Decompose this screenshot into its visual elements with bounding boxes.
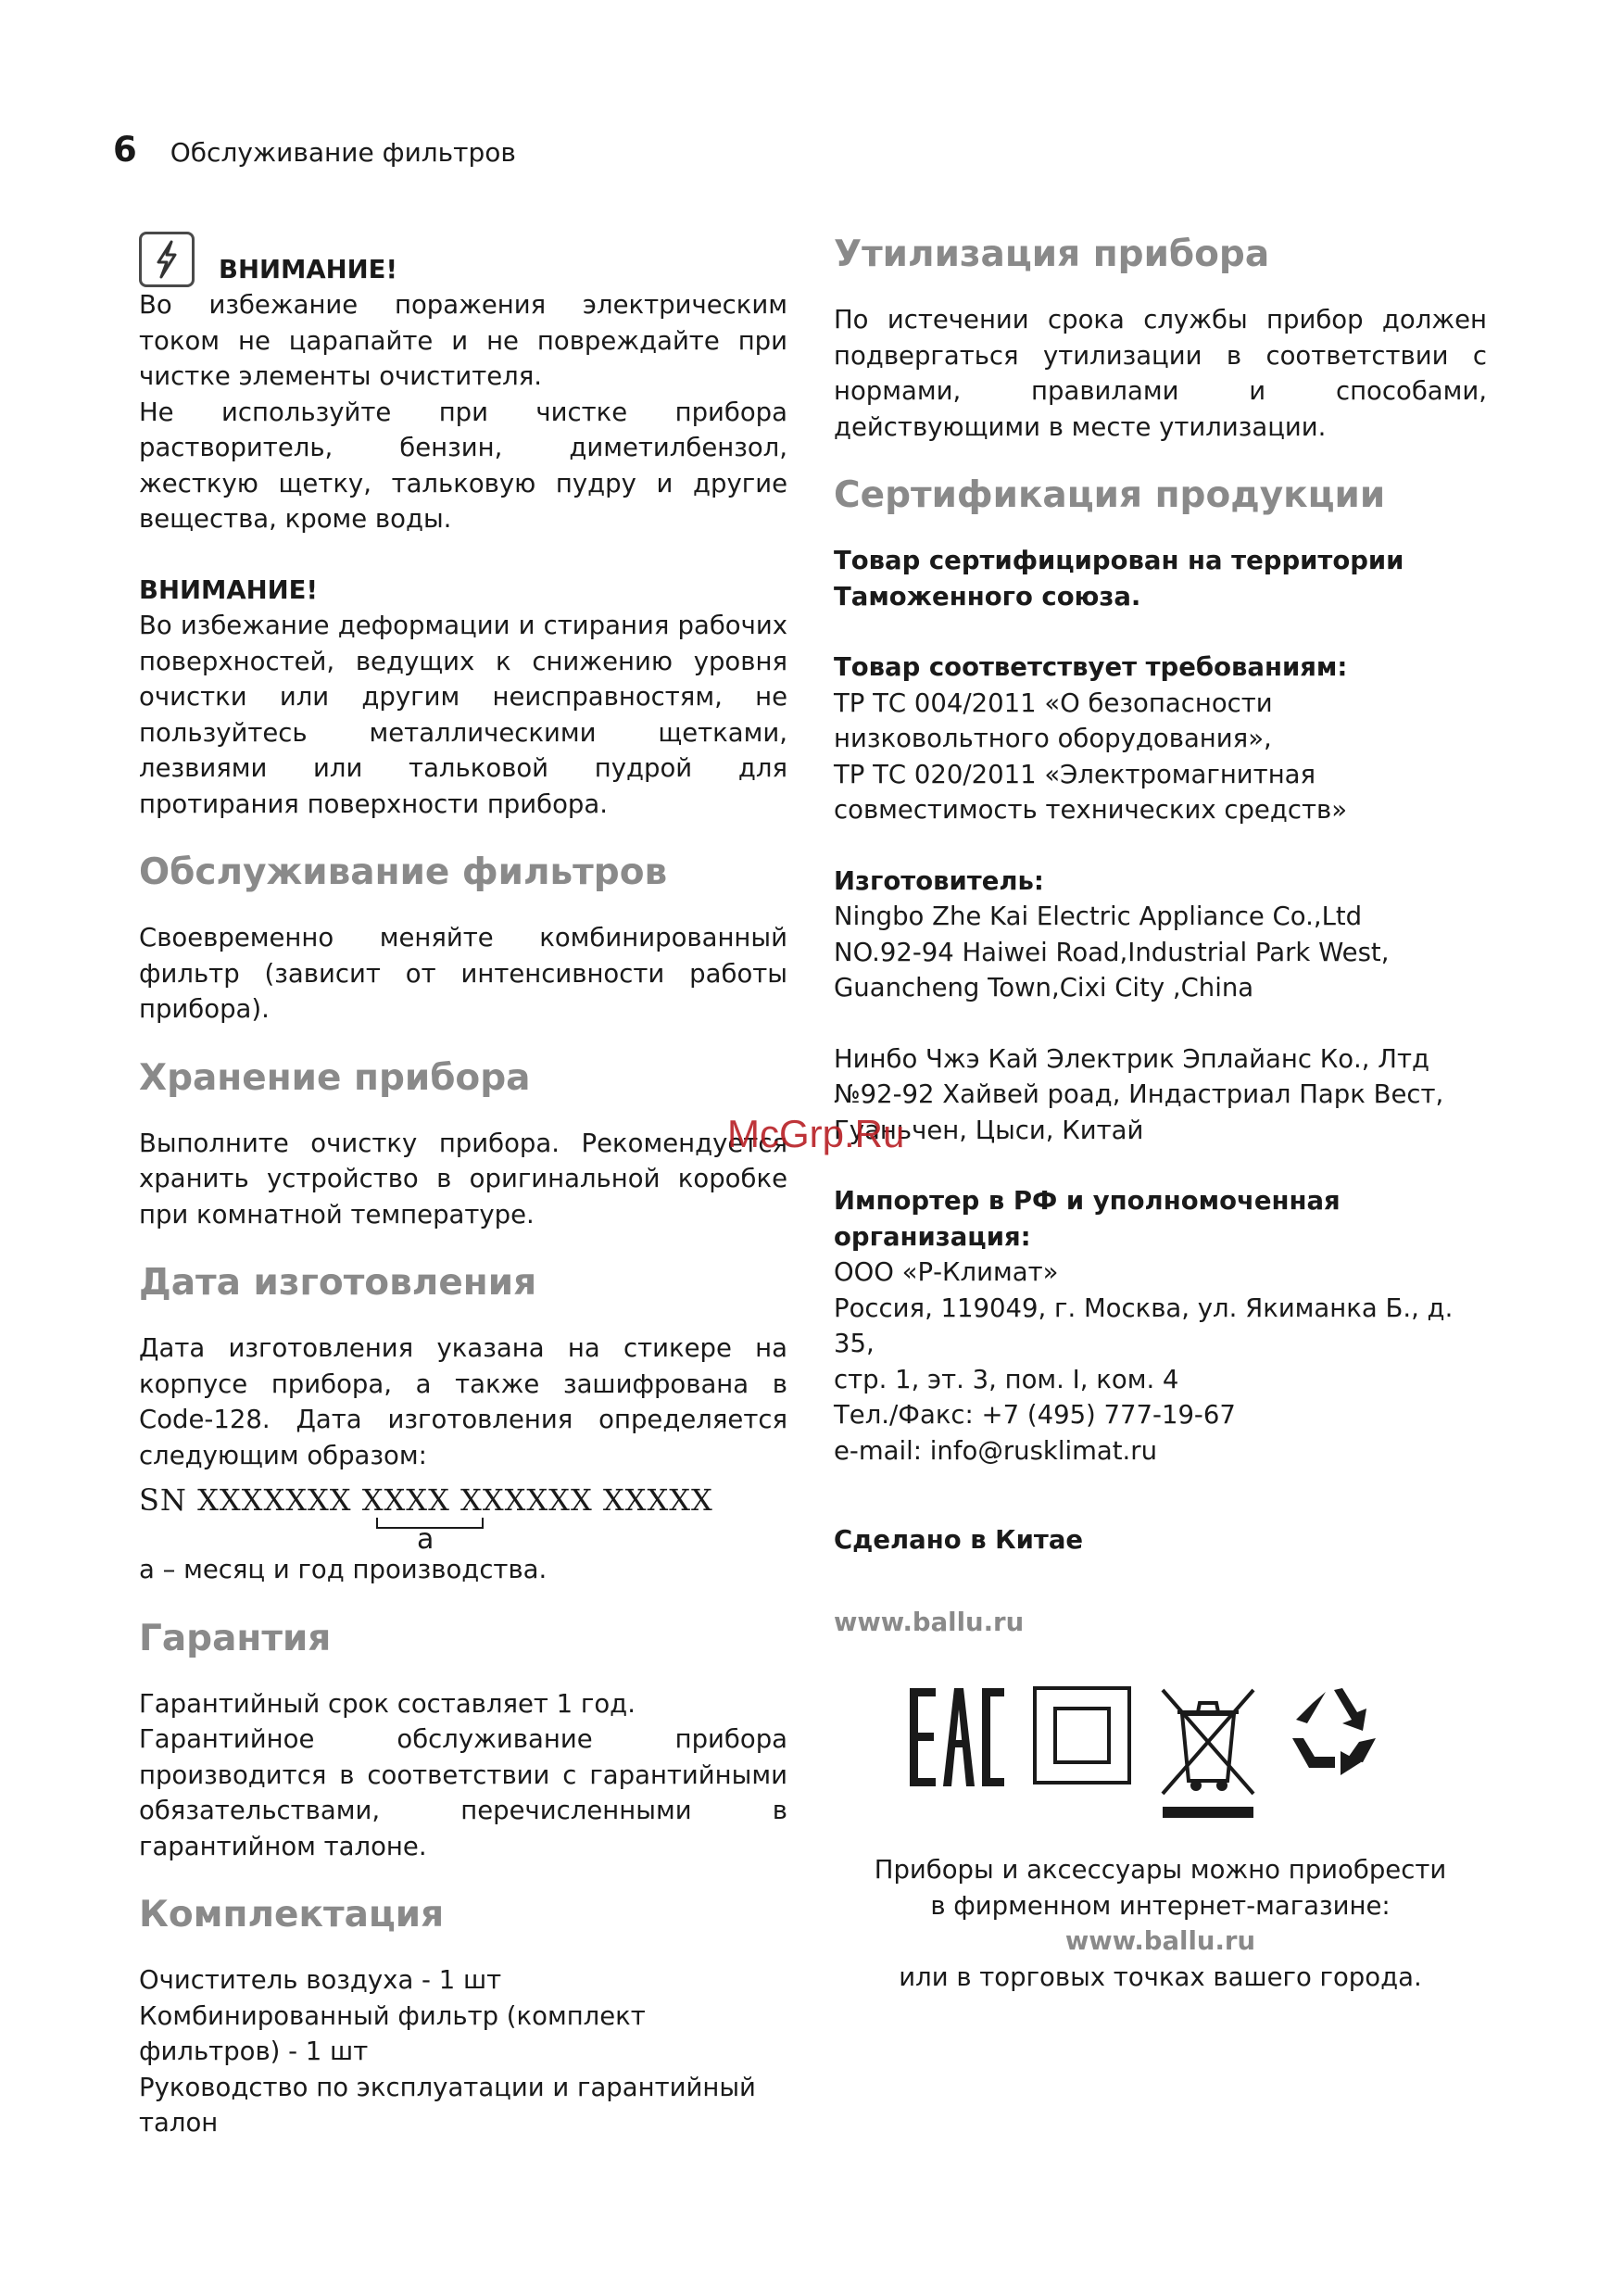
warning-header <box>139 232 787 287</box>
manufacture-date-heading: Дата изготовления <box>139 1262 537 1304</box>
certified-text: Товар сертифицирован на территории Таможенного союза. <box>834 546 1404 612</box>
shop-link[interactable]: www.ballu.ru <box>1064 1926 1256 1956</box>
importer-line-1: ООО «Р-Климат» <box>834 1257 1059 1287</box>
importer-line-2: Россия, 119049, г. Москва, ул. Якиманка Б., д. 35, <box>834 1293 1454 1358</box>
made-in-text: Сделано в Китае <box>834 1525 1084 1555</box>
certification-marks <box>908 1686 1487 1824</box>
importer-line-3: стр. 1, эт. 3, пом. I, ком. 4 <box>834 1364 1179 1394</box>
manufacturer-title: Изготовитель: <box>834 865 1044 896</box>
warning-text-1: Во избежание поражения электрическим током не царапайте и не повреждайте при чистке элементы очистителя. <box>139 290 787 391</box>
package-item-2: Комбинированный фильтр (комплект фильтров) - 1 шт <box>139 2000 646 2066</box>
storage-text: Выполните очистку прибора. Рекомендуется хранить устройство в оригинальной коробке при комнатной температуре. <box>139 1128 787 1230</box>
importer-line-4: Тел./Факс: +7 (495) 777-19-67 <box>834 1400 1236 1430</box>
manufacturer-en-1: Ningbo Zhe Kai Electric Appliance Co.,Ltd <box>834 902 1363 931</box>
shop-line-3: или в торговых точках вашего города. <box>899 1961 1422 1992</box>
filters-heading: Обслуживание фильтров <box>139 851 668 893</box>
manufacturer-en-3: Guancheng Town,Cixi City ,China <box>834 973 1254 1003</box>
package-item-3: Руководство по эксплуатации и гарантийный талон <box>139 2072 756 2138</box>
manufacturer-en-2: NO.92-94 Haiwei Road,Industrial Park West, <box>834 937 1390 967</box>
manufacture-date-text: Дата изготовления указана на стикере на корпусе прибора, а также зашифрована в Code-128. Дата изготовления определяется следующим образом: <box>139 1333 787 1470</box>
serial-marker: a <box>417 1523 434 1556</box>
shop-info <box>834 1852 1487 1995</box>
warning-text-2: Не используйте при чистке прибора растворитель, бензин, диметилбензол, жесткую щетку, тальковую пудру и другие вещества, кроме воды. <box>139 397 787 534</box>
disposal-heading: Утилизация прибора <box>834 233 1270 275</box>
package-item-1: Очиститель воздуха - 1 шт <box>139 1965 502 1995</box>
left-column <box>139 232 787 2141</box>
shop-line-1: Приборы и аксессуары можно приобрести <box>874 1855 1447 1885</box>
warranty-heading: Гарантия <box>139 1617 332 1659</box>
warning-text-3: Во избежание деформации и стирания рабочих поверхностей, ведущих к снижению уровня очистки или другим неисправностям, не пользуйтесь металлическими щетками, лезвиями или тальковой пудрой для протирания поверхности прибора. <box>139 611 787 819</box>
warranty-text-1: Гарантийный срок составляет 1 год. <box>139 1688 636 1719</box>
certification-heading: Сертификация продукции <box>834 474 1386 516</box>
warranty-text-2: Гарантийное обслуживание прибора производится в соответствии с гарантийными обязательствами, перечисленными в гарантийном талоне. <box>139 1724 787 1861</box>
complies-title: Товар соответствует требованиям: <box>834 652 1348 682</box>
importer-email[interactable]: e-mail: info@rusklimat.ru <box>834 1435 1158 1466</box>
filters-text: Своевременно меняйте комбинированный фильтр (зависит от интенсивности работы прибора). <box>139 923 787 1024</box>
disposal-text: По истечении срока службы прибор должен подвергаться утилизации в соответствии с нормами, правилами и способами, действующими в месте утилизации. <box>834 305 1487 442</box>
serial-number-format <box>139 1482 787 1556</box>
double-insulation-icon <box>1033 1686 1131 1788</box>
storage-heading: Хранение прибора <box>139 1056 531 1099</box>
site-link[interactable]: www.ballu.ru <box>834 1607 1025 1637</box>
running-title: Обслуживание фильтров <box>170 137 516 168</box>
manufacturer-ru-1: Нинбо Чжэ Кай Электрик Эплайанс Ко., Лтд <box>834 1043 1429 1074</box>
package-heading: Комплектация <box>139 1894 445 1936</box>
requirement-1: ТР ТС 004/2011 «О безопасности низковольтного оборудования», <box>834 687 1273 753</box>
page-header <box>113 130 516 170</box>
watermark: McGrp.Ru <box>727 1112 905 1155</box>
right-column <box>834 232 1487 1995</box>
recycle-icon <box>1285 1686 1383 1783</box>
warning-title-2: ВНИМАНИЕ! <box>139 574 318 605</box>
shop-line-2: в фирменном интернет-магазине: <box>930 1890 1391 1921</box>
importer-title: Импортер в РФ и уполномоченная организация: <box>834 1186 1341 1252</box>
electric-shock-icon <box>139 232 195 287</box>
requirement-2: ТР ТС 020/2011 «Электромагнитная совместимость технических средств» <box>834 759 1348 825</box>
eac-mark-icon <box>908 1686 1005 1792</box>
serial-number-template: SN XXXXXXX XXXX XXXXXX XXXXX <box>139 1482 713 1518</box>
weee-bin-icon <box>1159 1686 1257 1824</box>
page-number: 6 <box>113 130 137 170</box>
manufacturer-ru-3: Гуаньчен, Цыси, Китай <box>834 1115 1144 1145</box>
manufacture-date-note: а – месяц и год производства. <box>139 1555 548 1584</box>
manufacturer-ru-2: №92-92 Хайвей роад, Индастриал Парк Вест, <box>834 1079 1444 1109</box>
warning-title: ВНИМАНИЕ! <box>219 254 397 284</box>
